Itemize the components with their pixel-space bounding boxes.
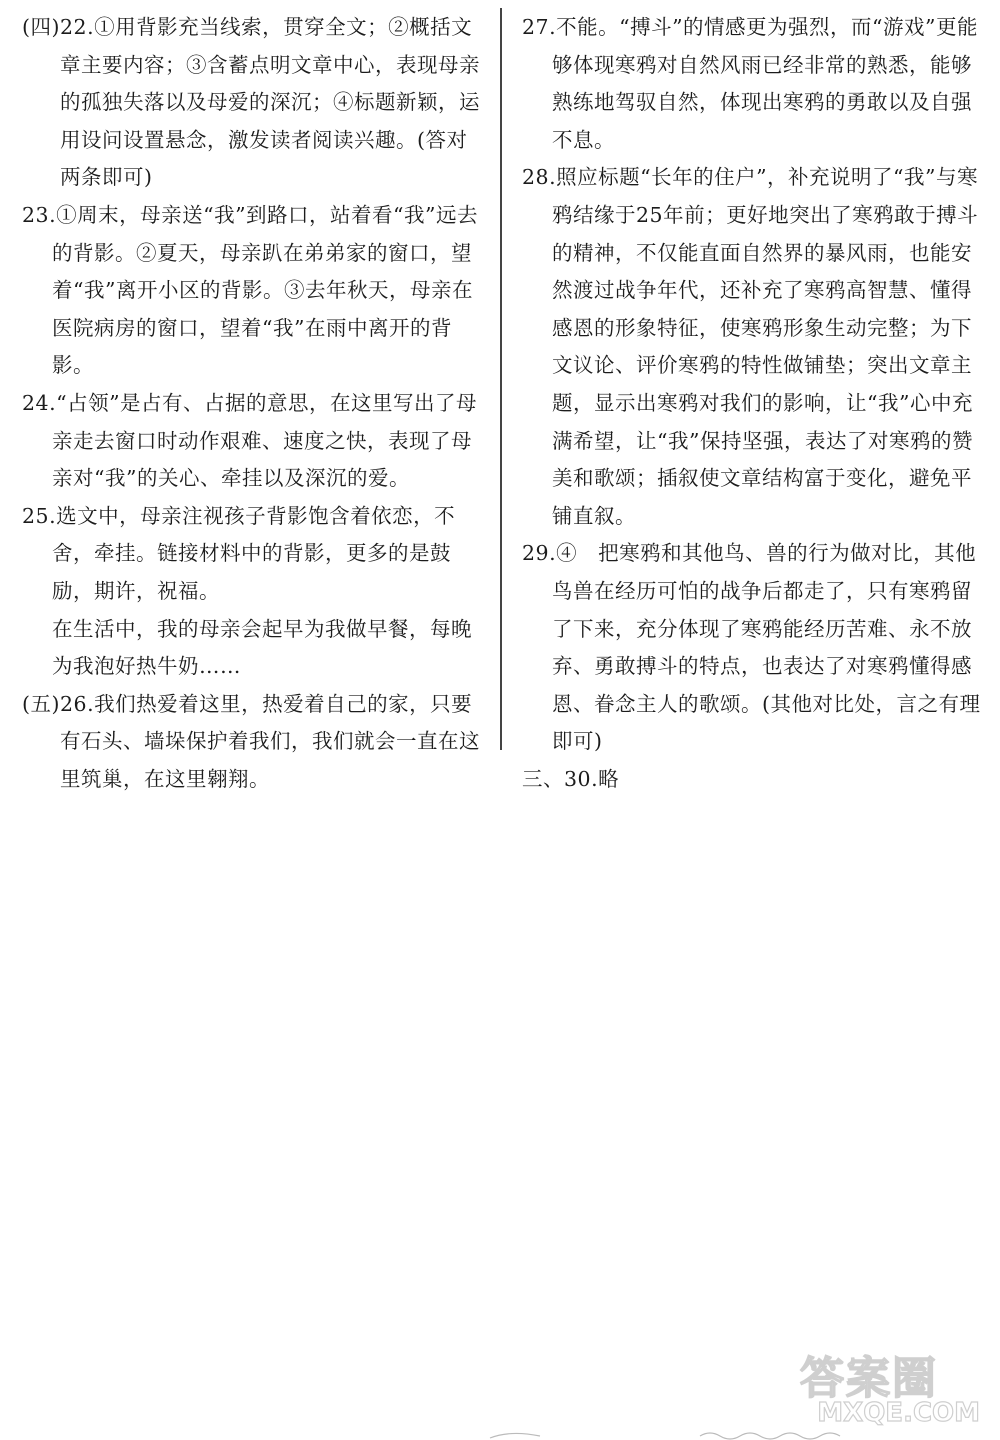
answer-q23: 23.①周末，母亲送“我”到路口，站着看“我”远去的背影。②夏天，母亲趴在弟弟家的窗口，望着“我”离开小区的背影。③去年秋天，母亲在医院病房的窗口，望着“我”在雨中离开的背影。 [22, 202, 479, 378]
column-divider [500, 8, 502, 750]
answer-q25: 25.选文中，母亲注视孩子背影饱含着依恋，不舍，牵挂。链接材料中的背影，更多的是鼓励，期许，祝福。 [22, 503, 456, 603]
answer-q29: 29.④ 把寒鸦和其他鸟、兽的行为做对比，其他鸟兽在经历可怕的战争后都走了，只有寒鸦留了下来，充分体现了寒鸦能经历苦难、永不放弃、勇敢搏斗的特点，也表达了对寒鸦懂得感恩、眷念主人的歌颂。(其他对比处，言之有理即可) [522, 541, 981, 754]
answer-q22: (四)22.①用背影充当线索，贯穿全文；②概括文章主要内容；③含蓄点明文章中心，表现母亲的孤独失落以及母爱的深沉；④标题新颖，运用设问设置悬念，激发读者阅读兴趣。(答对两条即可) [22, 15, 480, 190]
watermark-url-text: MXQE.COM [817, 1398, 980, 1428]
answer-q24: 24.“占领”是占有、占据的意思，在这里写出了母亲走去窗口时动作艰难、速度之快，表现了母亲对“我”的关心、牵挂以及深沉的爱。 [22, 390, 478, 491]
answer-q26: (五)26.我们热爱着这里，热爱着自己的家，只要有石头、墙垛保护着我们，我们就会一直在这里筑巢，在这里翱翔。 [22, 691, 480, 791]
answer-q28: 28.照应标题“长年的住户”，补充说明了“我”与寒鸦结缘于25年前；更好地突出了寒鸦敢于搏斗的精神，不仅能直面自然界的暴风雨，也能安然渡过战争年代，还补充了寒鸦高智慧、懂得感恩的形象特征，使寒鸦形象生动完整；为下文议论、评价寒鸦的特性做铺垫；突出文章主题，显示出寒鸦对我们的影响，让“我”心中充满希望，让“我”保持坚强，表达了对寒鸦的赞美和歌颂；插叙使文章结构富于变化，避免平铺直叙。 [522, 165, 979, 528]
answer-q25-example: 在生活中，我的母亲会起早为我做早餐，每晚为我泡好热牛奶…… [52, 616, 472, 679]
watermark-top-text: 答案圈 [800, 1353, 938, 1404]
answer-q30: 三、30.略 [522, 766, 620, 791]
watermark-logo [800, 1342, 980, 1432]
answers-left-column [22, 9, 484, 798]
answers-right-column [522, 9, 984, 798]
answer-q27: 27.不能。“搏斗”的情感更为强烈，而“游戏”更能够体现寒鸦对自然风雨已经非常的熟悉，能够熟练地驾驭自然，体现出寒鸦的勇敢以及自强不息。 [522, 15, 979, 152]
bottom-edge-scribble [480, 1428, 980, 1440]
